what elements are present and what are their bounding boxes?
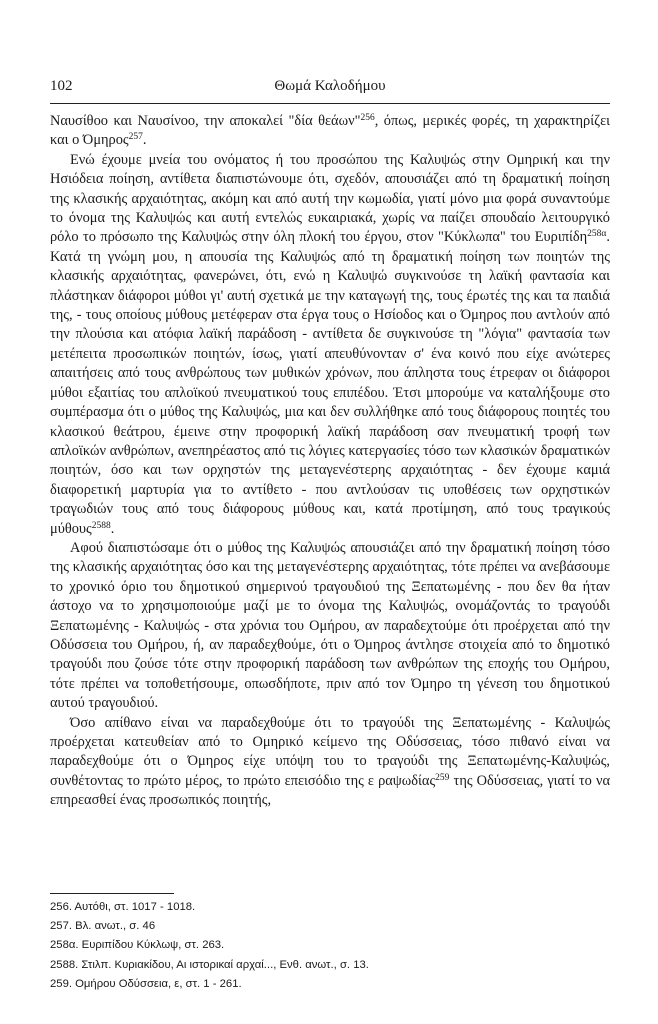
footnote-256: 256. Αυτόθι, στ. 1017 - 1018. <box>50 901 196 913</box>
footnote-rule <box>50 893 174 894</box>
footnote-ref-259: 259 <box>435 772 450 783</box>
paragraph-2: Ενώ έχουμε μνεία του ονόματος ή του προσώπου της Καλυψώς στην Ομηρική και την Ησιόδεια ποίηση, αντίθετα διαπιστώνουμε ότι, σχεδόν, απουσιάζει από τη δραματική ποίηση της κλασικής αρχαιότητας, ακόμη και από αυτή την κωμωδία, γιατί μόνο μια φορά συναντούμε το όνομα της Καλυψώς και αυτή εντελώς ευκαιριακά, χωρίς να παίζει σπουδαίο λειτουργικό ρόλο το πρόσωπο της Καλυψώς στην όλη πλοκή του έργου, στον "Κύκλωπα" του Ευριπίδη$^{258\alpha}$. Κατά τη γνώμη μου, η απουσία της Καλυψώς από τη δραματική ποίηση των ποιητών της κλασικής αρχαιότητας, φανερώνει, ότι, ενώ η Καλυψώ συγκινούσε τη λαϊκή φαντασία και πλάστηκαν διάφοροι μύθοι γι' αυτή σχετικά με την καταγωγή της, τους έρωτές της και τα παιδιά της, - τους οποίους μύθους μετέφεραν στα έργα τους ο Ησίοδος και ο Όμηρος που αντλούν από την πλούσια και ατόφια λαϊκή παράδοση - αντίθετα δε συγκινούσε τη "λόγια" φαντασία των μετέπειτα προσωπικών ποιητών, ίσως, γιατί απευθύνονταν σ' ένα κοινό που είχε ανώτερες απαιτήσεις από τους ανθρώπους των μυθικών χρόνων, που άπληστα τους έτρεφαν οι διάφοροι μύθοι εξαιτίας του απλοϊκού πνευματικού τους επιπέδου. Έτσι μπορούμε να καταλήξουμε στο συμπέρασμα ότι ο μύθος της Καλυψώς, μια και δεν συλλήθηκε από τους διάφορους ποιητές του κλασικού θεάτρου, έμεινε στην προφορική λαϊκή παράδοση σαν πνευματική τροφή των απλοϊκών ανθρώπων, ανεπηρέαστος από τις λόγιες κατεργασίες τόσο των κλασικών δραματικών ποιητών, όσο και των ορχηστών της μεταγενέστερης αρχαιότητας - δεν έχουμε καμιά διαφορετική μαρτυρία για το αντίθετο - που αντλούσαν τις υποθέσεις των ορχηστικών τραγωδιών τους από τους διάφορους μύθους και, κατά προτίμηση, από τους τραγικούς μύθους$^{2588}$. <box>50 151 610 537</box>
footnote-2588: 2588. Στιλπ. Κυριακίδου, Αι ιστορικαί αρχαί..., Ενθ. ανωτ., σ. 13. <box>50 958 369 971</box>
footnote-257: 257. Βλ. ανωτ., σ. 46 <box>50 920 156 933</box>
paragraph-1: Ναυσίθοο και Ναυσίνοο, την αποκαλεί "δία θεάων"$^{256}$, όπως, μερικές φορές, τη χαρακτηρίζει και ο Όμηρος$^{257}$. <box>50 113 610 149</box>
page-number: 102 <box>50 78 73 94</box>
body-text <box>50 112 610 811</box>
footnote-258a: 258α. Ευριπίδου Κύκλωψ, στ. 263. <box>50 939 225 952</box>
footnote-ref-257: 257 <box>128 132 143 143</box>
footnote-ref-2588: 2588 <box>91 520 111 531</box>
footnote-259: 259. Ομήρου Οδύσσεια, ε, στ. 1 - 261. <box>50 977 242 990</box>
running-head: Θωμά Καλοδήμου <box>274 78 386 94</box>
paragraph-4: Όσο απίθανο είναι να παραδεχθούμε ότι το τραγούδι της Ξεπατωμένης - Καλυψώς προέρχεται κατευθείαν από το Ομηρικό κείμενο της Οδύσσειας, τόσο πιθανό είναι να παραδεχθούμε ότι ο Όμηρος είχε υπόψη του το τραγούδι της Ξεπατωμένης-Καλυψώς, συνθέτοντας το πρώτο μέρος, το πρώτο επεισόδιο της ε ραψωδίας$^{259}$ της Οδύσσειας, γιατί το να επηρεασθεί ένας προσωπικός ποιητής, <box>50 714 610 809</box>
footnote-ref-256: 256 <box>360 113 375 123</box>
page-header <box>50 78 610 102</box>
footnotes <box>50 898 610 994</box>
footnote-ref-258a: 258α <box>587 229 607 240</box>
header-rule <box>50 103 610 104</box>
paragraph-3: Αφού διαπιστώσαμε ότι ο μύθος της Καλυψώς απουσιάζει από την δραματική ποίηση τόσο της κλασικής αρχαιότητας όσο και της μεταγενέστερης αρχαιότητας, τότε πρέπει να ανεβάσουμε το χρονικό όριο του δημοτικού σημερινού τραγουδιού της Ξεπατωμένης - που δεν θα ήταν άστοχο να το χρησιμοποιούμε μαζί με το όνομα της Καλυψώς, ονομάζοντάς το τραγούδι Ξεπατωμένης - Καλυψώς - στα χρόνια του Ομήρου, αν παραδεχτούμε ότι προέρχεται από την Οδύσσεια του Ομήρου, ή, αν παραδεχθούμε, ότι ο Όμηρος άντλησε στοιχεία από το δημοτικό τραγούδι που ζούσε τότε στην προφορική παράδοση των ανθρώπων της εποχής του Ομήρου, τότε πρέπει να τοποθετήσουμε, οπωσδήποτε, πριν από τον Όμηρο τη γένεση του δημοτικού αυτού τραγουδιού. <box>50 539 610 712</box>
